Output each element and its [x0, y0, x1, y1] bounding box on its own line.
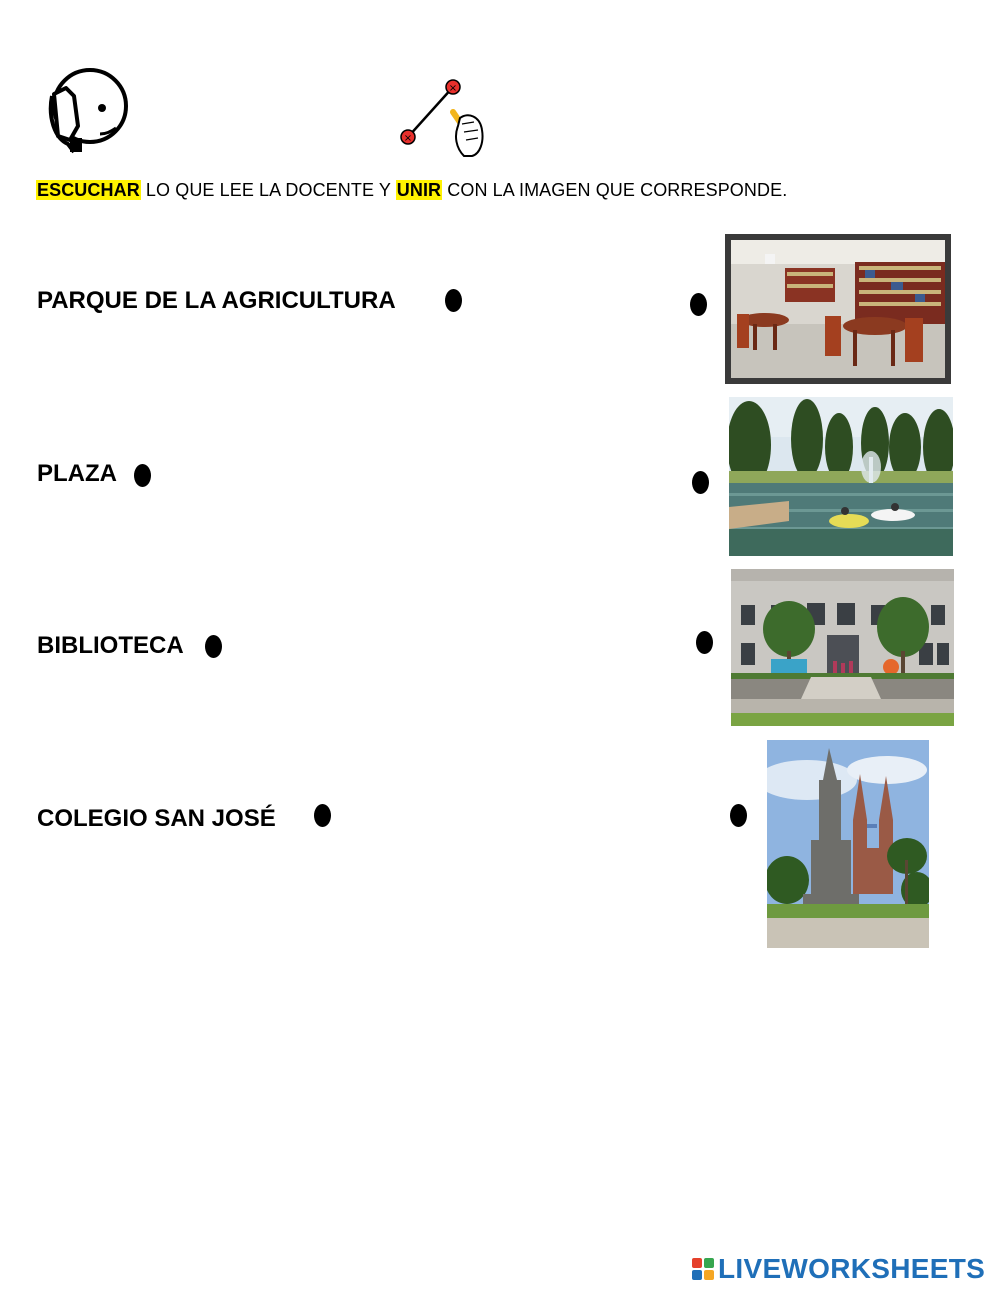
item-label-plaza: PLAZA — [37, 460, 117, 487]
right-dot-3[interactable] — [696, 631, 713, 654]
svg-text:×: × — [403, 133, 413, 144]
instruction-part-2: CON LA IMAGEN QUE CORRESPONDE. — [442, 180, 788, 200]
item-label-biblioteca: BIBLIOTECA — [37, 632, 184, 659]
left-dot-colegio[interactable] — [314, 804, 331, 827]
connect-dots-pictogram-icon — [396, 76, 492, 160]
left-dot-parque[interactable] — [445, 289, 462, 312]
brand-name: LIVEWORKSHEETS — [718, 1253, 986, 1284]
listen-pictogram-icon — [44, 66, 130, 156]
library-interior-photo — [725, 234, 951, 384]
right-dot-4[interactable] — [730, 804, 747, 827]
svg-text:×: × — [448, 83, 458, 94]
park-lake-pedal-boats-photo — [729, 397, 953, 556]
item-label-parque: PARQUE DE LA AGRICULTURA — [37, 287, 396, 314]
liveworksheets-logo-icon — [692, 1258, 714, 1280]
highlight-word-connect: UNIR — [396, 180, 442, 200]
instruction-text — [36, 180, 787, 201]
left-dot-biblioteca[interactable] — [205, 635, 222, 658]
instruction-part-1: LO QUE LEE LA DOCENTE Y — [140, 180, 396, 200]
left-dot-plaza[interactable] — [134, 464, 151, 487]
right-dot-2[interactable] — [692, 471, 709, 494]
right-dot-1[interactable] — [690, 293, 707, 316]
liveworksheets-logo — [692, 1254, 985, 1284]
plaza-monument-cathedral-photo — [767, 740, 929, 948]
item-label-colegio: COLEGIO SAN JOSÉ — [37, 805, 276, 832]
highlight-word-listen: ESCUCHAR — [37, 180, 140, 200]
school-building-photo — [731, 569, 954, 726]
